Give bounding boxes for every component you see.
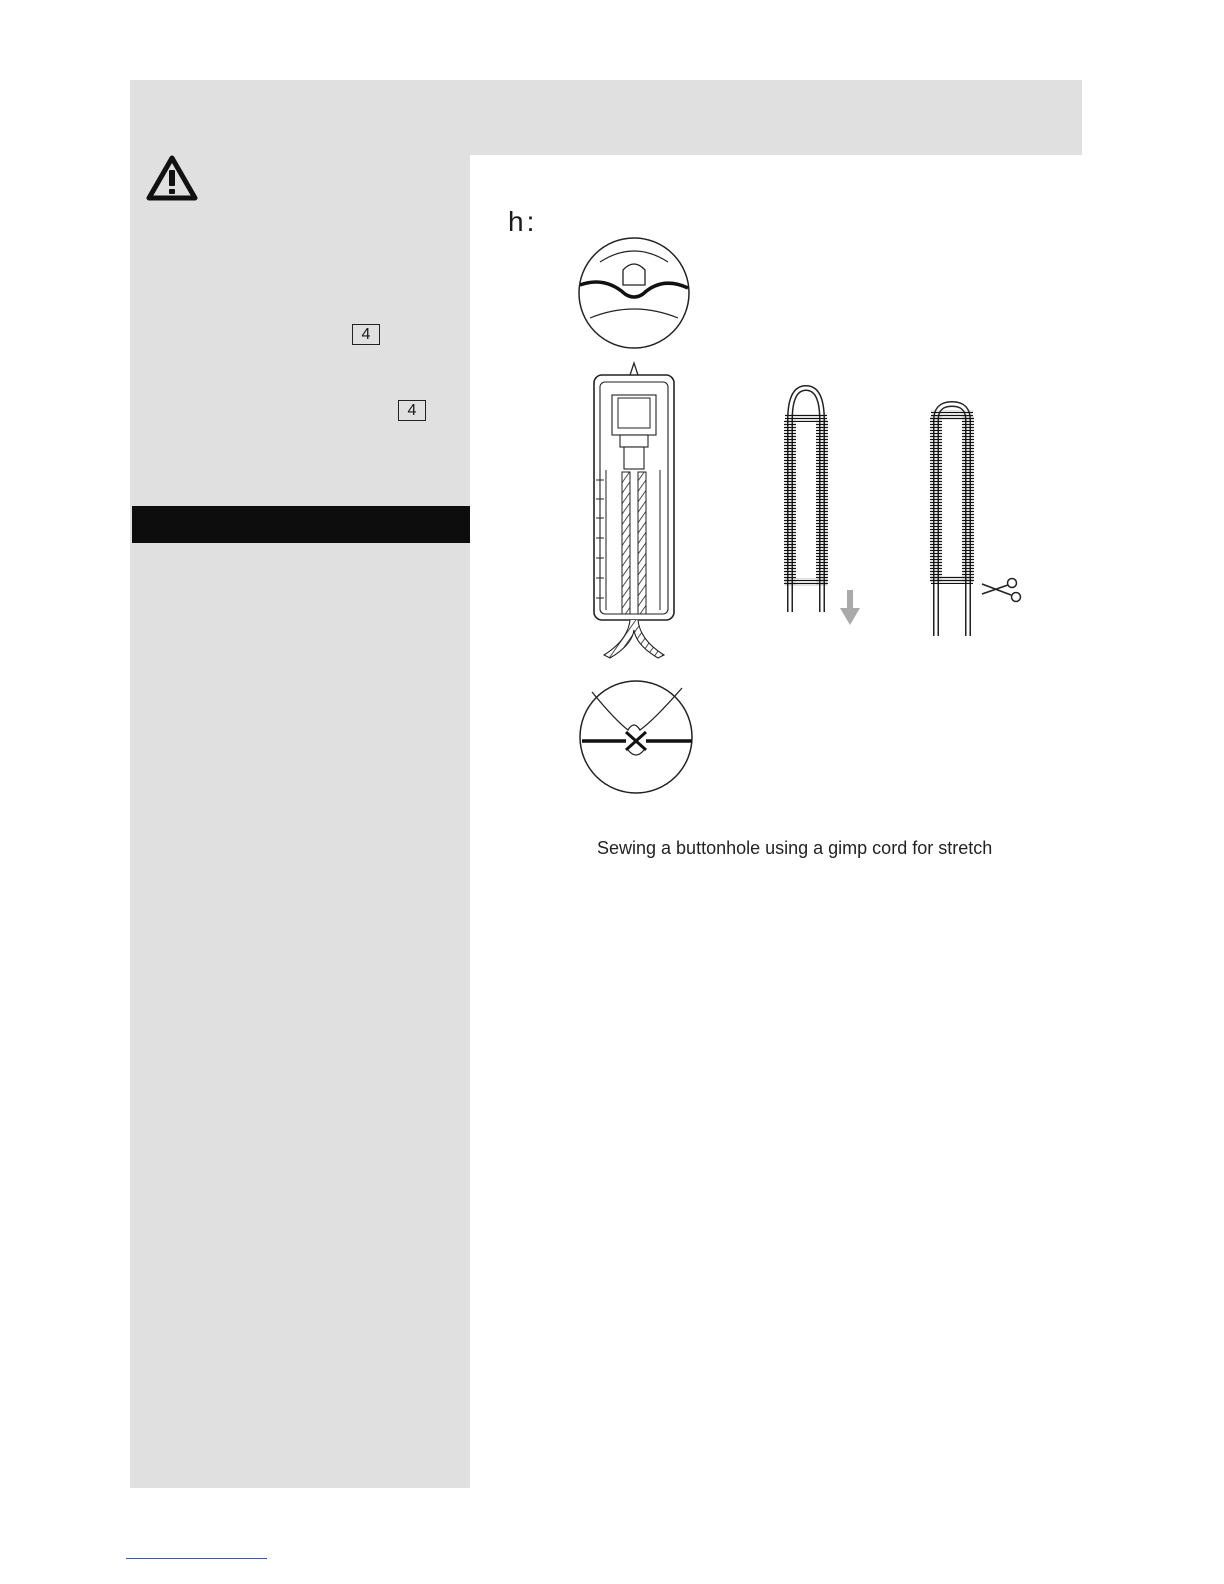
footer-link-line[interactable]	[126, 1558, 267, 1559]
section-bar	[132, 506, 470, 543]
bottom-detail-circle	[580, 681, 692, 793]
stitched-buttonhole-cut	[930, 404, 974, 636]
header-band	[130, 80, 1082, 155]
sidebar-panel	[130, 155, 470, 1488]
warning-icon	[146, 154, 198, 202]
reference-box: 4	[352, 324, 380, 345]
scissors-icon	[982, 579, 1021, 602]
figure-caption: Sewing a buttonhole using a gimp cord for stretch	[597, 838, 993, 858]
reference-box: 4	[398, 400, 426, 421]
buttonhole-foot	[594, 363, 674, 658]
top-detail-circle	[579, 238, 689, 348]
buttonhole-illustration	[560, 230, 1040, 800]
stitched-buttonhole-pull	[784, 388, 828, 612]
step-label: h:	[508, 206, 538, 237]
arrow-down-icon	[840, 590, 860, 625]
